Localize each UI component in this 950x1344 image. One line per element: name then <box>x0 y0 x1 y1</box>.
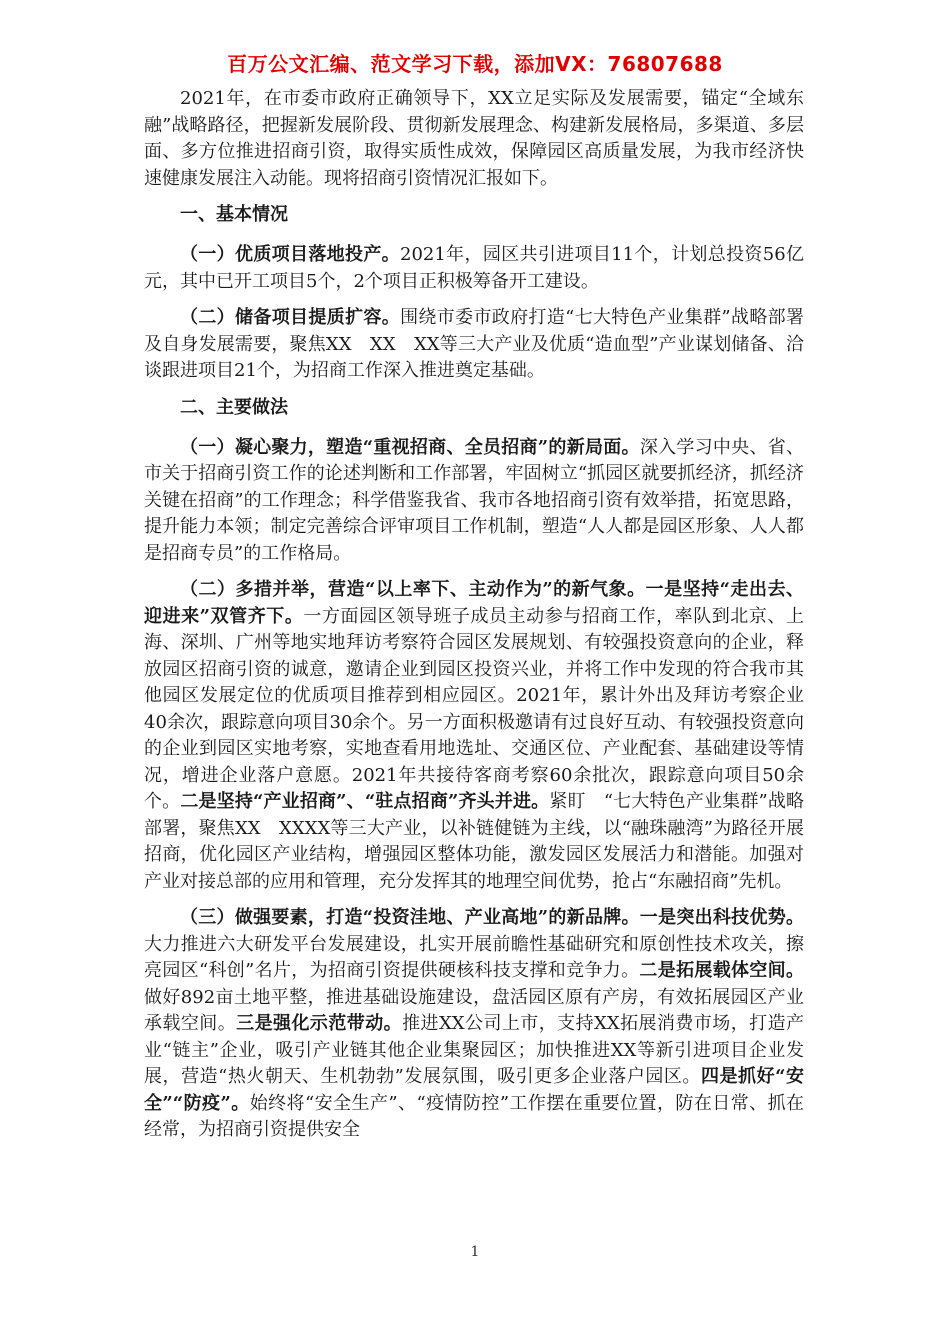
paragraph-lead: （一）凝心聚力，塑造“重视招商、全员招商”的新局面。 <box>180 436 640 458</box>
section-heading-1: 一、基本情况 <box>180 204 288 225</box>
paragraph-text: 深入学习中央、省、市关于招商引资工作的论述判断和工作部署，牢固树立“抓园区就要抓经济，抓经济关键在招商”的工作理念；科学借鉴我省、我市各地招商引资有效举措，拓宽思路，提升能力本领；制定完善综合评审项目工作机制，塑造“人人都是园区形象、人人都是招商专员”的工作格局。 <box>144 436 804 564</box>
section-heading-2: 二、主要做法 <box>180 396 288 418</box>
paragraph-text: 紧盯 “七大特色产业集群”战略部署，聚焦XX XXXX等三大产业，以补链健链为主线，以“融珠融湾”为路径开展招商，优化园区产业结构，增强园区整体功能，激发园区发展活力和潜能。加强对产业对接总部的应用和管理，充分发挥其的地理空间优势，抢占“东融招商”先机。 <box>144 791 805 892</box>
intro-paragraph: 2021年，在市委市政府正确领导下，XX立足实际及发展需要，锚定“全域东融”战略路径，把握新发展阶段、贯彻新发展理念、构建新发展格局，多渠道、多层面、多方位推进招商引资，取得实质性成效，保障园区高质量发展，为我市经济快速健康发展注入动能。现将招商引资情况汇报如下。 <box>144 88 804 189</box>
paragraph <box>144 242 804 295</box>
paragraph-lead: （二）多措并举，营造“以上率下、主动作为”的新气象。一是坚持“走出去、迎进来”双管齐下。 <box>144 579 804 627</box>
paragraph <box>144 435 804 568</box>
paragraph-lead: 二是拓展载体空间。 <box>639 960 804 981</box>
paragraph <box>144 905 804 1144</box>
paragraph <box>144 305 804 385</box>
paragraph-text: 2021年，园区共引进项目11个，计划总投资56亿元，其中已开工项目5个，2个项目正积极筹备开工建设。 <box>144 244 804 292</box>
paragraph-text: 大力推进六大研发平台发展建设，扎实开展前瞻性基础研究和原创性技术攻关，擦亮园区“科创”名片，为招商引资提供硬核科技支撑和竞争力。 <box>144 933 804 981</box>
paragraph-lead: 四是抓好“安全”“防疫”。 <box>144 1066 804 1114</box>
paragraph <box>144 577 804 895</box>
paragraph-lead: （一）优质项目落地投产。 <box>180 244 401 265</box>
paragraph-lead: 二是坚持“产业招商”、“驻点招商”齐头并进。 <box>180 791 550 812</box>
paragraph-text: 做好892亩土地平整，推进基础设施建设，盘活园区原有产房，有效拓展园区产业承载空间。 <box>144 986 804 1034</box>
paragraph-lead: 三是强化示范带动。 <box>236 1013 403 1034</box>
paragraph-lead: （二）储备项目提质扩容。 <box>180 307 401 328</box>
paragraph-text: 始终将“安全生产”、“疫情防控”工作摆在重要位置，防在日常、抓在经常，为招商引资提供安全 <box>144 1092 805 1140</box>
document-body <box>144 86 804 1154</box>
paragraph-lead: （三）做强要素，打造“投资洼地、产业高地”的新品牌。一是突出科技优势。 <box>180 907 804 928</box>
page-number: 1 <box>470 1244 480 1260</box>
paragraph-text: 一方面园区领导班子成员主动参与招商工作，率队到北京、上海、深圳、广州等地实地拜访考察符合园区发展规划、有较强投资意向的企业，释放园区招商引资的诚意，邀请企业到园区投资兴业，并将工作中发现的符合我市其他园区发展定位的优质项目推荐到相应园区。2021年，累计外出及拜访考察企业40余次，跟踪意向项目30余个。另一方面积极邀请有过良好互动、有较强投资意向的企业到园区实地考察，实地查看用地选址、交通区位、产业配套、基础建设等情况，增进企业落户意愿。2021年共接待客商考察60余批次，跟踪意向项目50余个。 <box>144 605 804 812</box>
paragraph-text: 围绕市委市政府打造“七大特色产业集群”战略部署及自身发展需要，聚焦XX XX XX等三大产业及优质“造血型”产业谋划储备、洽谈跟进项目21个，为招商工作深入推进奠定基础。 <box>144 307 804 381</box>
watermark-banner: 百万公文汇编、范文学习下载，添加VX：76807688 <box>227 52 723 76</box>
paragraph-text: 推进XX公司上市，支持XX拓展消费市场，打造产业“链主”企业，吸引产业链其他企业集聚园区；加快推进XX等新引进项目企业发展，营造“热火朝天、生机勃勃”发展氛围，吸引更多企业落户园区。 <box>144 1013 805 1087</box>
